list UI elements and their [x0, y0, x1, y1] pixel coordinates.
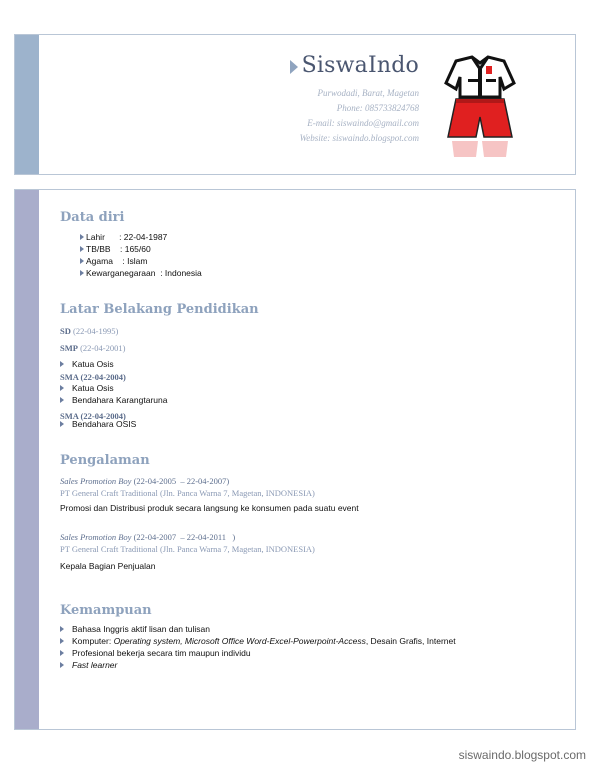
section-pendidikan [60, 301, 560, 430]
contact-block [290, 86, 419, 146]
job-period: (22-04-2005 – 22-04-2007) [133, 476, 230, 486]
job-role: Sales Promotion Boy [60, 532, 132, 542]
triangle-bullet-icon [60, 626, 64, 632]
triangle-bullet-icon [60, 650, 64, 656]
list-item-text: Komputer: [72, 636, 114, 646]
list-item-text: Kewarganegaraan : Indonesia [86, 268, 202, 278]
section-title-kemampuan: Kemampuan [60, 603, 152, 618]
job-entry [60, 531, 560, 572]
edu-smp [60, 342, 560, 355]
list-item [60, 647, 560, 659]
list-item-text: Agama : Islam [86, 256, 148, 266]
triangle-bullet-icon [60, 662, 64, 668]
job-role: Sales Promotion Boy [60, 476, 132, 486]
job-entry [60, 475, 560, 514]
uniform-photo-icon [442, 53, 518, 161]
header-info [290, 53, 419, 146]
list-item [60, 243, 560, 255]
list-item [60, 255, 560, 267]
triangle-bullet-icon [290, 60, 298, 74]
list-item [60, 418, 560, 430]
list-item-text: Katua Osis [72, 359, 114, 369]
name-row [290, 53, 419, 78]
list-item-text: , Desain Grafis, Internet [365, 636, 456, 646]
list-item-text-italic: Fast learner [72, 660, 118, 670]
triangle-bullet-icon [60, 421, 64, 427]
edu-sma-2-list [60, 418, 560, 430]
list-item-text: Bendahara Karangtaruna [72, 395, 168, 405]
header-card [14, 34, 576, 175]
job-company: PT General Craft Traditional (Jln. Panca Warna 7, Magetan, INDONESIA) [60, 544, 315, 554]
edu-sma-1-list [60, 382, 560, 406]
triangle-bullet-icon [80, 234, 84, 240]
list-item-text-italic: Operating system, Microsoft Office Word-Excel-Powerpoint-Access [113, 636, 366, 646]
section-title-pengalaman: Pengalaman [60, 453, 150, 468]
main-accent-stripe [15, 190, 39, 729]
edu-level: SMP [60, 343, 78, 353]
list-item-text: Bendahara OSIS [72, 419, 137, 429]
triangle-bullet-icon [80, 258, 84, 264]
edu-level: SD [60, 326, 71, 336]
resume-content [60, 209, 560, 671]
edu-level: SMA (22-04-2004) [60, 411, 126, 421]
contact-website: Website: siswaindo.blogspot.com [299, 133, 419, 143]
footer-watermark: siswaindo.blogspot.com [458, 748, 586, 762]
section-title-data-diri: Data diri [60, 210, 125, 225]
triangle-bullet-icon [60, 397, 64, 403]
section-pengalaman [60, 452, 560, 572]
list-item [60, 635, 560, 647]
list-item [60, 231, 560, 243]
main-card [14, 189, 576, 730]
list-item-text: Bahasa Inggris aktif lisan dan tulisan [72, 624, 210, 634]
triangle-bullet-icon [80, 246, 84, 252]
job-description: Kepala Bagian Penjualan [60, 561, 156, 571]
edu-sd [60, 325, 560, 338]
triangle-bullet-icon [80, 270, 84, 276]
section-kemampuan [60, 602, 560, 671]
edu-date: (22-04-2001) [80, 343, 126, 353]
list-item-text: Lahir : 22-04-1987 [86, 232, 168, 242]
triangle-bullet-icon [60, 638, 64, 644]
triangle-bullet-icon [60, 361, 64, 367]
list-item [60, 394, 560, 406]
data-diri-list [60, 231, 560, 279]
edu-level: SMA (22-04-2004) [60, 372, 126, 382]
list-item-text: TB/BB : 165/60 [86, 244, 151, 254]
section-data-diri [60, 209, 560, 279]
contact-phone: Phone: 085733824768 [336, 103, 419, 113]
contact-address: Purwodadi, Barat, Magetan [317, 88, 419, 98]
contact-email: E-mail: siswaindo@gmail.com [307, 118, 419, 128]
list-item [60, 623, 560, 635]
list-item [60, 382, 560, 394]
edu-date: (22-04-1995) [73, 326, 119, 336]
triangle-bullet-icon [60, 385, 64, 391]
job-description: Promosi dan Distribusi produk secara langsung ke konsumen pada suatu event [60, 503, 359, 513]
header-accent-stripe [15, 35, 39, 174]
edu-smp-list [60, 358, 560, 370]
job-title [60, 475, 560, 487]
list-item [60, 358, 560, 370]
list-item [60, 659, 560, 671]
list-item [60, 267, 560, 279]
resume-name: SiswaIndo [301, 53, 419, 78]
section-title-pendidikan: Latar Belakang Pendidikan [60, 302, 259, 317]
list-item-text: Katua Osis [72, 383, 114, 393]
job-company: PT General Craft Traditional (Jln. Panca Warna 7, Magetan, INDONESIA) [60, 488, 315, 498]
kemampuan-list [60, 623, 560, 671]
job-title [60, 531, 560, 543]
job-period: (22-04-2007 – 22-04-2011 ) [133, 532, 236, 542]
list-item-text: Profesional bekerja secara tim maupun individu [72, 648, 251, 658]
